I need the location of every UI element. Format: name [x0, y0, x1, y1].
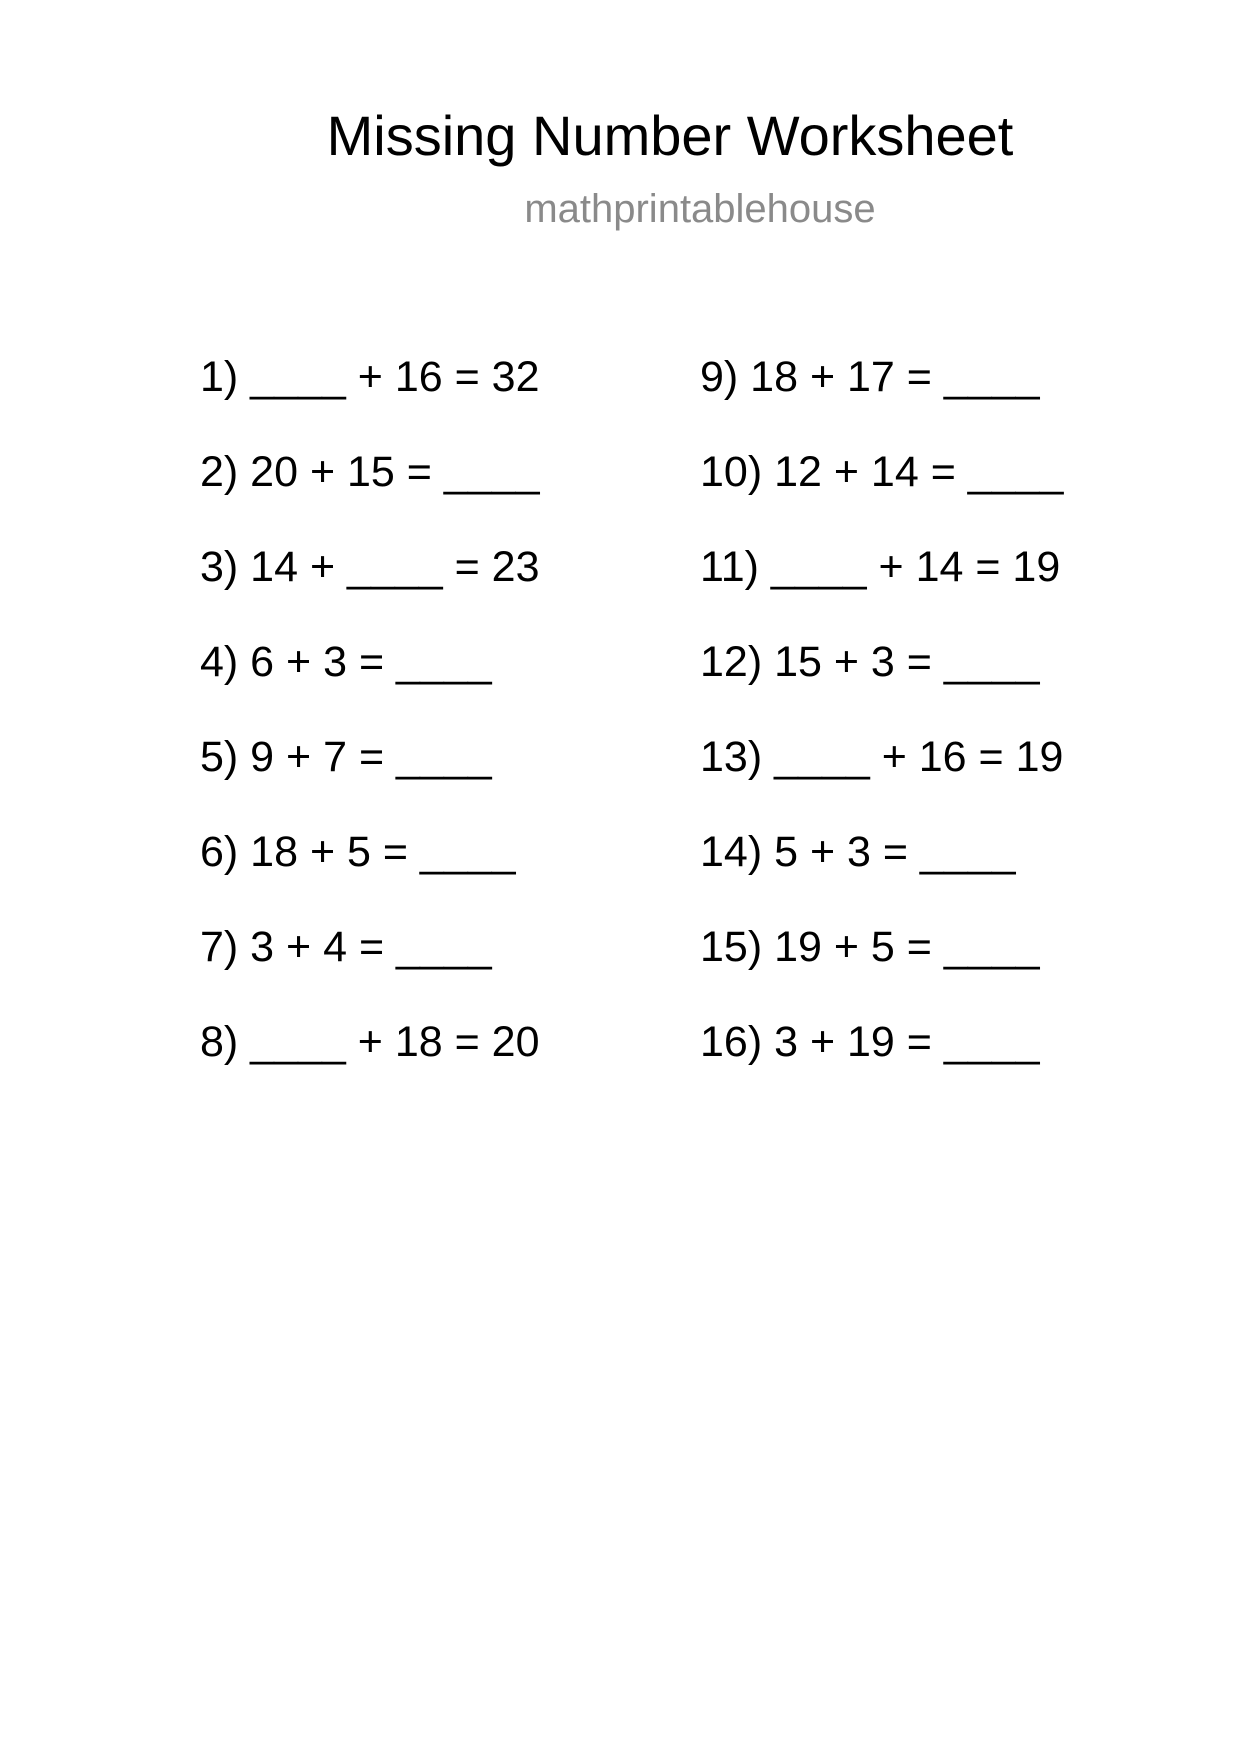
problem-3: 3) 14 + ____ = 23 [200, 543, 540, 591]
problem-12: 12) 15 + 3 = ____ [700, 638, 1040, 686]
worksheet-source: mathprintablehouse [524, 187, 876, 231]
problem-column-right [700, 348, 1063, 1108]
problem-16: 16) 3 + 19 = ____ [700, 1018, 1040, 1066]
problem-5: 5) 9 + 7 = ____ [200, 733, 492, 781]
problem-14: 14) 5 + 3 = ____ [700, 828, 1016, 876]
problem-11: 11) ____ + 14 = 19 [700, 543, 1061, 591]
problem-9: 9) 18 + 17 = ____ [700, 353, 1040, 401]
problem-6: 6) 18 + 5 = ____ [200, 828, 516, 876]
problem-4: 4) 6 + 3 = ____ [200, 638, 492, 686]
problem-8: 8) ____ + 18 = 20 [200, 1018, 540, 1066]
worksheet-title: Missing Number Worksheet [326, 104, 1014, 167]
problem-7: 7) 3 + 4 = ____ [200, 923, 492, 971]
problem-column-left [200, 348, 540, 1108]
problem-13: 13) ____ + 16 = 19 [700, 733, 1064, 781]
problem-10: 10) 12 + 14 = ____ [700, 448, 1064, 496]
problem-1: 1) ____ + 16 = 32 [200, 353, 540, 401]
problem-2: 2) 20 + 15 = ____ [200, 448, 540, 496]
problem-15: 15) 19 + 5 = ____ [700, 923, 1040, 971]
